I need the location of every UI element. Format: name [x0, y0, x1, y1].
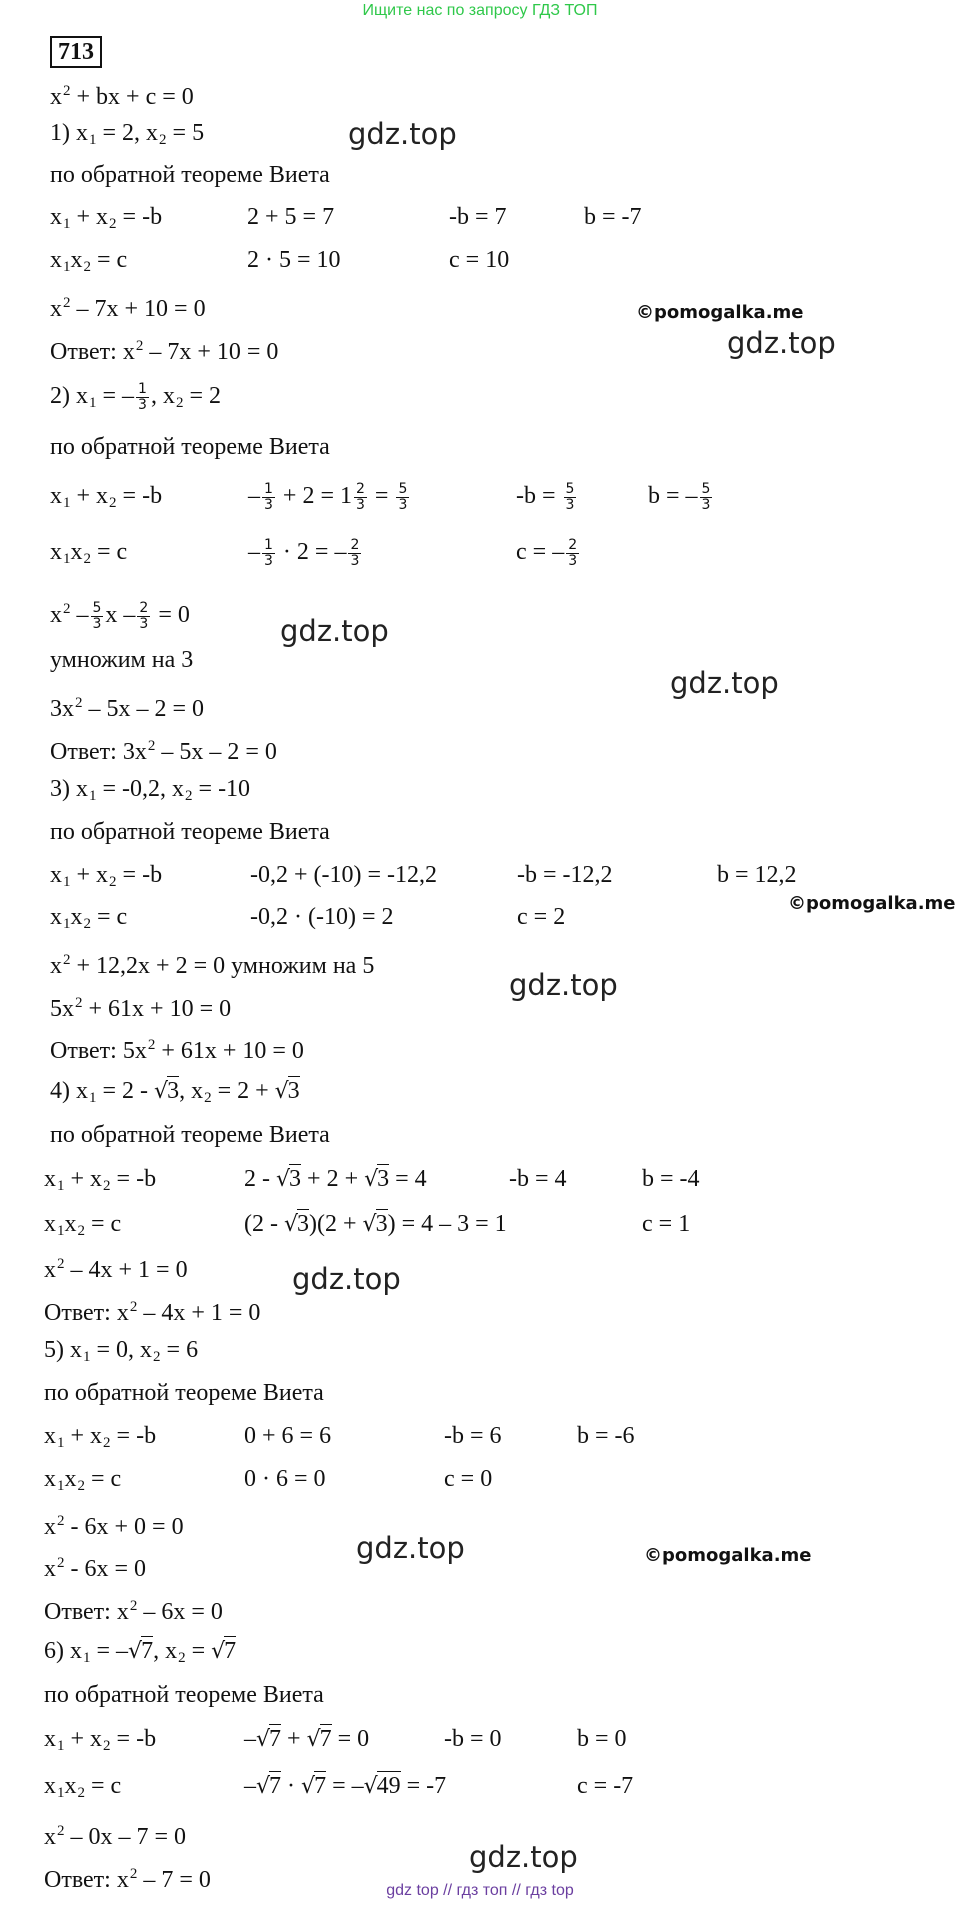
p3-answer: Ответ: $5x^2 + 61x + 10 = 0$	[50, 1037, 304, 1064]
vieta-label-6: по обратной теореме Виета	[44, 1682, 324, 1708]
footer-separator: //	[443, 1882, 453, 1899]
p3-sum-calc: -0,2 + (-10) = -12,2	[250, 862, 438, 888]
p2-sum-calc: – $\frac{1}{3}$ + 2 = 1 $\frac{2}{3}$ = $\frac{5}{3}$	[248, 480, 408, 513]
p6-sum-calc: –√7 + √7 = 0	[244, 1726, 370, 1752]
p1-prod-formula: $x_1x_2 = c$	[50, 247, 128, 275]
p6-answer: Ответ: $x^2 - 7 = 0$	[44, 1866, 211, 1893]
p4-equation: $x^2 - 4x + 1 = 0$	[44, 1256, 188, 1283]
p6-equation: $x^2 - 0x - 7 = 0$	[44, 1823, 187, 1850]
p1-prod-calc: 2 · 5 = 10	[247, 247, 341, 273]
watermark-pomogalka: ©pomogalka.me	[644, 1545, 812, 1566]
footer-separator: //	[511, 1882, 521, 1899]
part3-roots: 3) $x_1 = -0,2$, $x_2 = -10$	[50, 776, 251, 804]
watermark-gdz: gdz.top	[280, 614, 389, 648]
p1-sum-formula: $x_1 + x_2 = -b$	[50, 204, 163, 232]
p5-b: b = -6	[577, 1423, 635, 1449]
p2-b: b = – $\frac{5}{3}$	[648, 480, 711, 513]
p3-sum-formula: $x_1 + x_2 = -b$	[50, 862, 163, 890]
p4-prod-formula: $x_1x_2 = c$	[44, 1211, 122, 1239]
footer-links	[0, 1882, 960, 1900]
p6-prod-calc: –√7 · √7 = –√49 = -7	[244, 1773, 447, 1799]
p2-neg-b: -b = $\frac{5}{3}$	[516, 480, 575, 513]
p4-sum-formula: $x_1 + x_2 = -b$	[44, 1166, 157, 1194]
p3-prod-formula: $x_1x_2 = c$	[50, 904, 128, 932]
watermark-gdz: gdz.top	[670, 666, 779, 700]
p2-answer: Ответ: $3x^2 - 5x - 2 = 0$	[50, 738, 277, 765]
part1-roots: 1) $x_1 = 2$, $x_2 = 5$	[50, 120, 205, 148]
p5-neg-b: -b = 6	[444, 1423, 502, 1449]
search-banner[interactable]: Ищите нас по запросу ГДЗ ТОП	[362, 2, 598, 19]
footer-link-gdz-top-mixed[interactable]: гдз top	[525, 1882, 574, 1899]
watermark-gdz: gdz.top	[727, 326, 836, 360]
p2-equation: $x^2$ – $\frac{5}{3}$ x – $\frac{2}{3}$ = 0	[50, 599, 190, 632]
task-number: 713	[50, 36, 102, 68]
p5-equation-2: $x^2 - 6x = 0$	[44, 1555, 147, 1582]
p2-sum-formula: $x_1 + x_2 = -b$	[50, 483, 163, 511]
watermark-gdz: gdz.top	[509, 968, 618, 1002]
watermark-gdz: gdz.top	[292, 1262, 401, 1296]
p6-neg-b: -b = 0	[444, 1726, 502, 1752]
vieta-label-2: по обратной теореме Виета	[50, 434, 330, 460]
footer-link-gdz-top-ru[interactable]: гдз топ	[456, 1882, 508, 1899]
p5-answer: Ответ: $x^2 - 6x = 0$	[44, 1598, 223, 1625]
p2-multiply: умножим на 3	[50, 647, 194, 673]
p5-equation: $x^2 - 6x + 0 = 0$	[44, 1513, 184, 1540]
part6-roots: 6) $x_1 = -√7$, $x_2 = √7$	[44, 1638, 237, 1666]
p2-equation-2: $3x^2 - 5x - 2 = 0$	[50, 695, 205, 722]
p2-prod-formula: $x_1x_2 = c$	[50, 539, 128, 567]
part4-roots: 4) $x_1 = 2 - √3$, $x_2 = 2 + √3$	[50, 1078, 300, 1106]
equation-intro: $x^2$ + bx + c = 0	[50, 83, 194, 110]
p2-prod-calc: – $\frac{1}{3}$ · 2 = – $\frac{2}{3}$	[248, 536, 360, 569]
vieta-label-1: по обратной теореме Виета	[50, 162, 330, 188]
p6-prod-formula: $x_1x_2 = c$	[44, 1773, 122, 1801]
p3-equation: $x^2 + 12,2x + 2 = 0$ умножим на 5	[50, 952, 375, 979]
p5-sum-formula: $x_1 + x_2 = -b$	[44, 1423, 157, 1451]
p1-answer: Ответ: $x^2 - 7x + 10 = 0$	[50, 338, 279, 365]
watermark-gdz: gdz.top	[348, 117, 457, 151]
p4-answer: Ответ: $x^2 - 4x + 1 = 0$	[44, 1299, 261, 1326]
p1-b: b = -7	[584, 204, 642, 230]
watermark-pomogalka: ©pomogalka.me	[788, 893, 956, 914]
p5-c: c = 0	[444, 1466, 493, 1492]
part2-roots: 2) $x_1$ = – $\frac{1}{3}$ , $x_2 = 2$	[50, 380, 222, 413]
vieta-label-4: по обратной теореме Виета	[50, 1122, 330, 1148]
p4-b: b = -4	[642, 1166, 700, 1192]
p2-c: c = – $\frac{2}{3}$	[516, 536, 578, 569]
p6-c: c = -7	[577, 1773, 634, 1799]
p3-c: c = 2	[517, 904, 566, 930]
p3-b: b = 12,2	[717, 862, 797, 888]
p5-prod-formula: $x_1x_2 = c$	[44, 1466, 122, 1494]
watermark-gdz: gdz.top	[356, 1531, 465, 1565]
footer-link-gdz-top[interactable]: gdz top	[386, 1882, 439, 1899]
p5-sum-calc: 0 + 6 = 6	[244, 1423, 332, 1449]
watermark-pomogalka: ©pomogalka.me	[636, 302, 804, 323]
p1-neg-b: -b = 7	[449, 204, 507, 230]
p4-c: c = 1	[642, 1211, 691, 1237]
p1-equation: $x^2 - 7x + 10 = 0$	[50, 295, 206, 322]
vieta-label-5: по обратной теореме Виета	[44, 1380, 324, 1406]
p6-sum-formula: $x_1 + x_2 = -b$	[44, 1726, 157, 1754]
p3-prod-calc: -0,2 · (-10) = 2	[250, 904, 394, 930]
p1-c: c = 10	[449, 247, 510, 273]
p4-neg-b: -b = 4	[509, 1166, 567, 1192]
watermark-gdz: gdz.top	[469, 1840, 578, 1874]
p5-prod-calc: 0 · 6 = 0	[244, 1466, 326, 1492]
p4-prod-calc: (2 - √3)(2 + √3) = 4 – 3 = 1	[244, 1211, 507, 1237]
p6-b: b = 0	[577, 1726, 627, 1752]
vieta-label-3: по обратной теореме Виета	[50, 819, 330, 845]
p3-equation-2: $5x^2 + 61x + 10 = 0$	[50, 995, 232, 1022]
p4-sum-calc: 2 - √3 + 2 + √3 = 4	[244, 1166, 427, 1192]
p1-sum-calc: 2 + 5 = 7	[247, 204, 335, 230]
p3-neg-b: -b = -12,2	[517, 862, 613, 888]
part5-roots: 5) $x_1 = 0$, $x_2 = 6$	[44, 1337, 199, 1365]
